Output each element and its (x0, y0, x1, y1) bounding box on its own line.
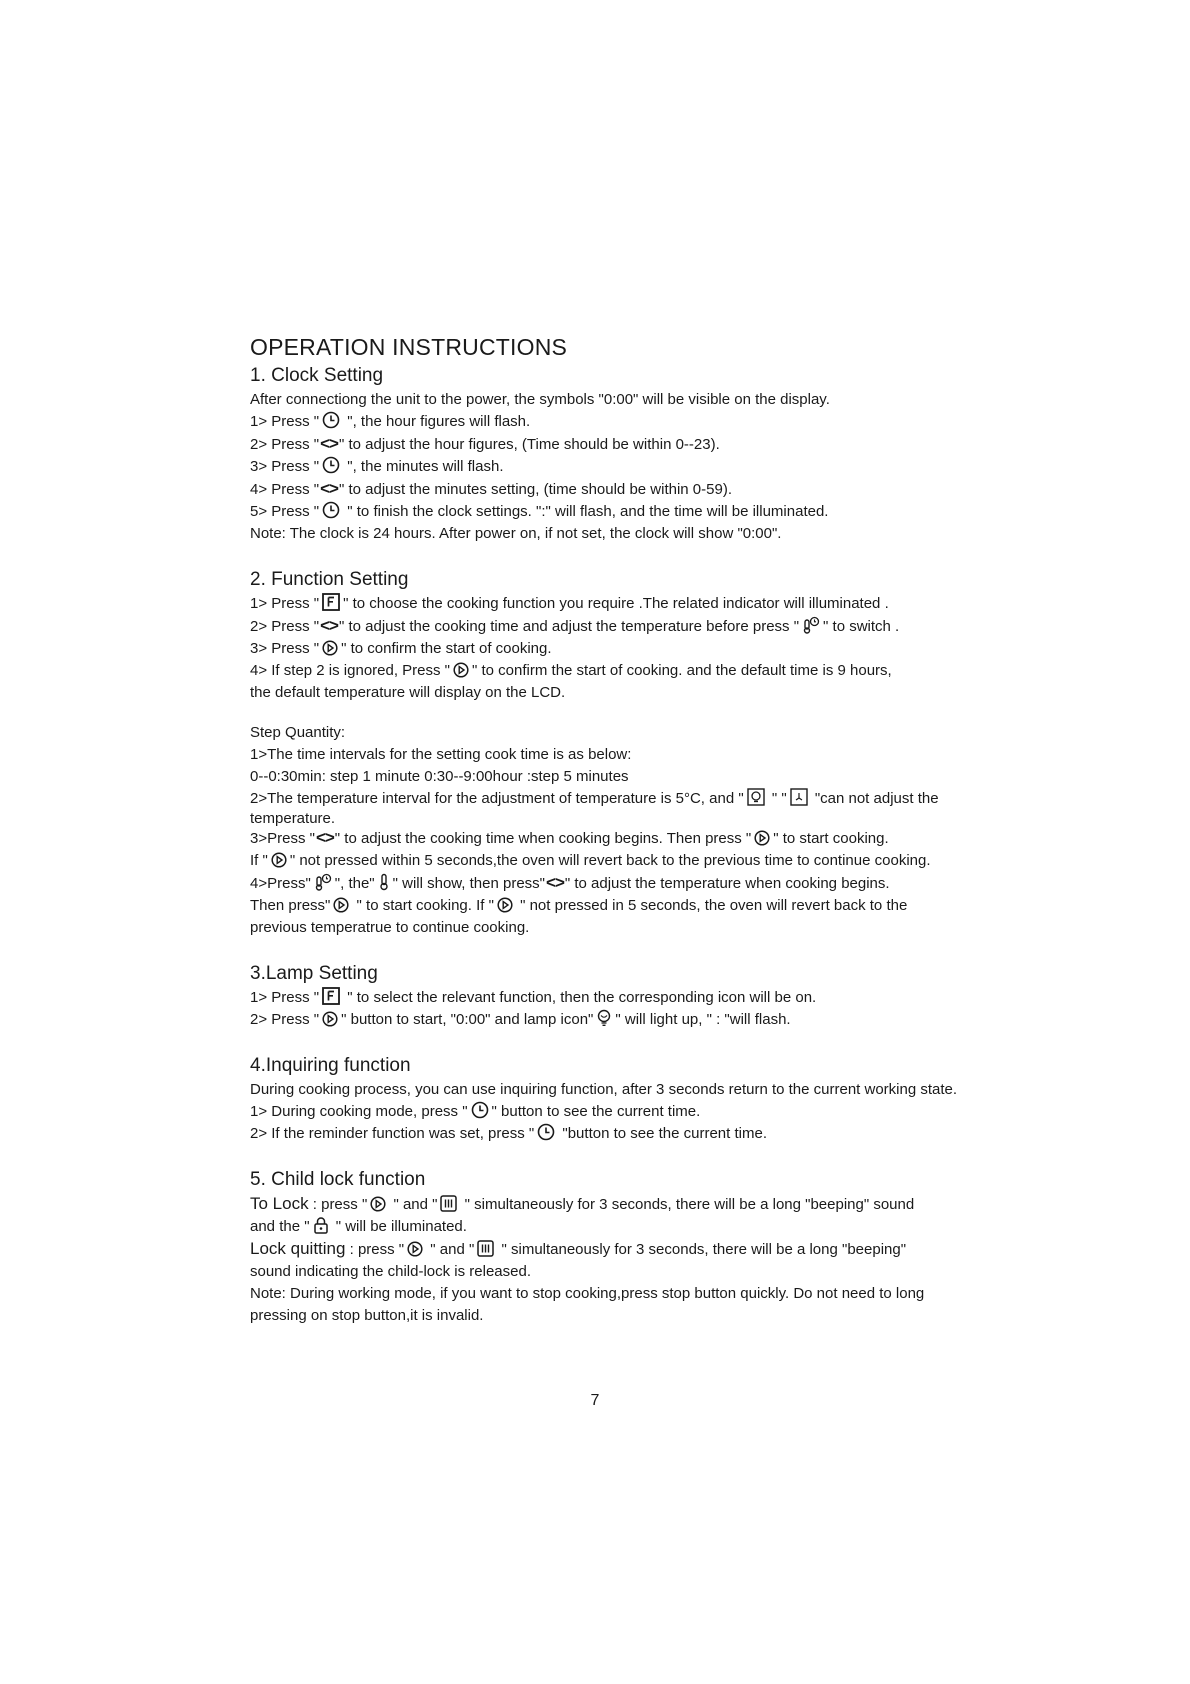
clock-step-1-pre: 1> Press " (250, 413, 320, 430)
arrows-icon: <> (320, 479, 338, 498)
clock-step-4 (250, 478, 1010, 501)
function-key-icon (322, 987, 340, 1005)
inquiring-step-1-post: " button to see the current time. (491, 1103, 701, 1120)
childlock-quit-post: " simultaneously for 3 seconds, there will be a long "beeping" (497, 1241, 907, 1258)
start-icon (754, 830, 770, 846)
clock-step-1-post: ", the hour figures will flash. (343, 413, 531, 430)
clock-step-1 (250, 411, 1010, 433)
quantity-4-post: " to adjust the temperature when cooking begins. (564, 875, 890, 892)
inquiring-step-2-post: "button to see the current time. (558, 1125, 767, 1142)
childlock-heading: 5. Child lock function (250, 1169, 426, 1190)
quantity-1-detail: 0--0:30min: step 1 minute 0:30--9:00hour :step 5 minutes (250, 768, 629, 785)
start-icon (322, 640, 338, 656)
start-icon (333, 897, 349, 913)
quantity-4-pre: 4>Press" (250, 875, 311, 892)
clock-heading: 1. Clock Setting (250, 365, 384, 386)
inquiring-heading: 4.Inquiring function (250, 1055, 411, 1076)
clock-icon (471, 1101, 489, 1119)
function-step-1-pre: 1> Press " (250, 595, 320, 612)
childlock-quit-mid: " and " (426, 1241, 475, 1258)
start-icon (322, 1011, 338, 1027)
quantity-4b-pre: Then press" (250, 897, 331, 914)
function-key-icon (322, 593, 340, 611)
lamp-step-2-post: " will light up, " : "will flash. (615, 1011, 791, 1028)
arrows-icon: <> (320, 434, 338, 453)
function-step-3-post: " to confirm the start of cooking. (341, 640, 552, 657)
step-quantity-label: Step Quantity: (250, 724, 346, 741)
function-step-3-pre: 3> Press " (250, 640, 320, 657)
childlock-quit-cont: sound indicating the child-lock is released. (250, 1263, 531, 1280)
lamp-icon (596, 1009, 612, 1027)
clock-icon (322, 411, 340, 429)
inquiring-step-2 (250, 1123, 1010, 1145)
childlock-lock-cont-pre: and the " (250, 1218, 310, 1235)
pause-icon (477, 1240, 494, 1257)
lamp-step-1-post: " to select the relevant function, then the corresponding icon will be on. (343, 989, 817, 1006)
quantity-3b-post: " not pressed within 5 seconds,the oven will revert back to the previous time to continue cooking. (289, 852, 931, 869)
quantity-3-pre: 3>Press " (250, 830, 315, 847)
lamp-step-1-pre: 1> Press " (250, 989, 320, 1006)
childlock-lock-cont-post: " will be illuminated. (331, 1218, 467, 1235)
clock-step-3 (250, 456, 1010, 478)
pause-icon (440, 1195, 457, 1212)
function-step-1 (250, 593, 1010, 615)
lamp-step-1 (250, 987, 1010, 1009)
clock-step-4-pre: 4> Press " (250, 481, 320, 498)
childlock-note-2: pressing on stop button,it is invalid. (250, 1307, 484, 1324)
clock-step-2-pre: 2> Press " (250, 436, 320, 453)
temperature-clock-icon (802, 616, 820, 634)
quantity-2-post: "can not adjust the (810, 790, 939, 807)
function-step-4-cont: the default temperature will display on the LCD. (250, 684, 566, 701)
clock-step-4-post: " to adjust the minutes setting, (time should be within 0-59). (338, 481, 732, 498)
quantity-4-mid1: ", the" (334, 875, 375, 892)
function-step-3 (250, 638, 1010, 660)
clock-icon (322, 501, 340, 519)
arrows-icon: <> (546, 873, 564, 892)
quantity-2-mid: " " (767, 790, 787, 807)
defrost-box-icon (790, 788, 808, 806)
childlock-lock-post: " simultaneously for 3 seconds, there will be a long "beeping" sound (460, 1196, 915, 1213)
clock-step-3-pre: 3> Press " (250, 458, 320, 475)
childlock-lock (250, 1193, 1010, 1216)
lock-icon (313, 1216, 329, 1234)
function-step-2-pre: 2> Press " (250, 618, 320, 635)
section-child-lock (250, 1169, 1010, 1327)
childlock-lock-lead: To Lock (250, 1194, 309, 1213)
arrows-icon: <> (320, 616, 338, 635)
quantity-3-mid: " to adjust the cooking time when cooking begins. Then press " (334, 830, 752, 847)
page-title: OPERATION INSTRUCTIONS (250, 334, 568, 360)
start-icon (370, 1196, 386, 1212)
function-step-4-pre: 4> If step 2 is ignored, Press " (250, 662, 451, 679)
function-step-1-post: " to choose the cooking function you require .The related indicator will illuminated . (343, 595, 889, 612)
childlock-lock-cont (250, 1216, 1010, 1238)
quantity-4b-mid: " to start cooking. If " (352, 897, 494, 914)
clock-note: Note: The clock is 24 hours. After power on, if not set, the clock will show "0:00". (250, 525, 782, 542)
quantity-4b (250, 895, 1010, 917)
lamp-box-icon (747, 788, 765, 806)
childlock-quit (250, 1238, 1010, 1261)
clock-step-3-post: ", the minutes will flash. (343, 458, 504, 475)
childlock-lock-pre: : press " (308, 1196, 368, 1213)
clock-intro: After connectiong the unit to the power, the symbols "0:00" will be visible on the display. (250, 391, 830, 408)
lamp-step-2-mid: " button to start, "0:00" and lamp icon" (341, 1011, 594, 1028)
clock-icon (322, 456, 340, 474)
function-step-2-post: " to switch . (823, 618, 900, 635)
section-function-setting (250, 569, 1010, 939)
arrows-icon: <> (315, 828, 334, 847)
quantity-2-pre: 2>The temperature interval for the adjustment of temperature is 5°C, and " (250, 790, 744, 807)
lamp-heading: 3.Lamp Setting (250, 963, 378, 984)
quantity-4b-post: " not pressed in 5 seconds, the oven will revert back to the (515, 897, 908, 914)
childlock-quit-pre: : press " (345, 1241, 405, 1258)
childlock-note-1: Note: During working mode, if you want to stop cooking,press stop button quickly. Do not need to long (250, 1285, 925, 1302)
start-icon (407, 1241, 423, 1257)
quantity-1: 1>The time intervals for the setting cook time is as below: (250, 746, 632, 763)
clock-step-5-post: " to finish the clock settings. ":" will flash, and the time will be illuminated. (343, 503, 829, 520)
start-icon (453, 662, 469, 678)
quantity-2 (250, 788, 1010, 810)
childlock-lock-mid: " and " (389, 1196, 438, 1213)
lamp-step-2 (250, 1009, 1010, 1031)
section-inquiring-function (250, 1055, 1010, 1145)
clock-step-2 (250, 433, 1010, 456)
lamp-step-2-pre: 2> Press " (250, 1011, 320, 1028)
instructions-content (250, 334, 1010, 1327)
function-step-2-mid: " to adjust the cooking time and adjust the temperature before press " (338, 618, 800, 635)
inquiring-step-1-pre: 1> During cooking mode, press " (250, 1103, 468, 1120)
clock-step-5-pre: 5> Press " (250, 503, 320, 520)
section-lamp-setting (250, 963, 1010, 1031)
function-step-2 (250, 615, 1010, 638)
clock-step-2-post: " to adjust the hour figures, (Time should be within 0--23). (338, 436, 720, 453)
quantity-3 (250, 827, 1010, 850)
quantity-4 (250, 872, 1010, 895)
childlock-quit-lead: Lock quitting (250, 1239, 346, 1258)
quantity-3-post: " to start cooking. (773, 830, 889, 847)
page-number: 7 (590, 1392, 600, 1409)
thermometer-icon (378, 873, 390, 891)
quantity-2-cont: temperature. (250, 810, 336, 827)
inquiring-step-2-pre: 2> If the reminder function was set, press " (250, 1125, 535, 1142)
function-step-4 (250, 660, 1010, 682)
inquiring-intro: During cooking process, you can use inquiring function, after 3 seconds return to the current working state. (250, 1081, 958, 1098)
clock-icon (537, 1123, 555, 1141)
quantity-4b-cont: previous temperatrue to continue cooking. (250, 919, 530, 936)
start-icon (497, 897, 513, 913)
function-heading: 2. Function Setting (250, 569, 409, 590)
clock-step-5 (250, 501, 1010, 523)
quantity-3b-pre: If " (250, 852, 268, 869)
quantity-4-mid2: " will show, then press" (392, 875, 546, 892)
temperature-clock-icon (314, 873, 332, 891)
inquiring-step-1 (250, 1101, 1010, 1123)
quantity-3b (250, 850, 1010, 872)
function-step-4-post: " to confirm the start of cooking. and the default time is 9 hours, (472, 662, 892, 679)
start-icon (271, 852, 287, 868)
section-clock-setting (250, 365, 1010, 545)
